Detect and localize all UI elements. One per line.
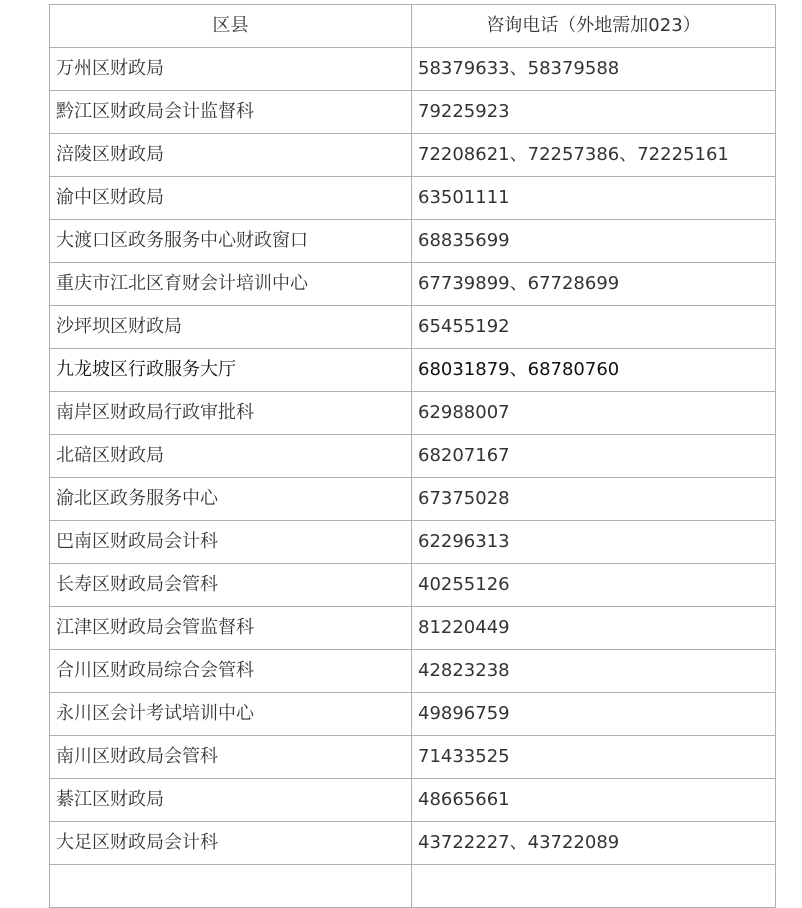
table-row (50, 91, 776, 134)
table-row (50, 478, 776, 521)
table-row (50, 865, 776, 908)
table-row (50, 263, 776, 306)
table-row (50, 607, 776, 650)
phone-number: 67739899、67728699 (412, 263, 776, 306)
phone-number: 79225923 (412, 91, 776, 134)
district-name: 九龙坡区行政服务大厅 (50, 349, 412, 392)
district-name: 重庆市江北区育财会计培训中心 (50, 263, 412, 306)
district-name: 江津区财政局会管监督科 (50, 607, 412, 650)
phone-number: 42823238 (412, 650, 776, 693)
district-name: 万州区财政局 (50, 48, 412, 91)
phone-number: 62988007 (412, 392, 776, 435)
phone-number: 62296313 (412, 521, 776, 564)
table-row (50, 521, 776, 564)
phone-number: 81220449 (412, 607, 776, 650)
table-row (50, 564, 776, 607)
table-row (50, 48, 776, 91)
phone-number: 40255126 (412, 564, 776, 607)
phone-number: 72208621、72257386、72225161 (412, 134, 776, 177)
table-row (50, 220, 776, 263)
table-row (50, 736, 776, 779)
header-phone: 咨询电话（外地需加023） (412, 5, 776, 48)
phone-number: 63501111 (412, 177, 776, 220)
district-name: 巴南区财政局会计科 (50, 521, 412, 564)
phone-number: 43722227、43722089 (412, 822, 776, 865)
phone-number: 49896759 (412, 693, 776, 736)
district-name: 渝中区财政局 (50, 177, 412, 220)
district-name: 大渡口区政务服务中心财政窗口 (50, 220, 412, 263)
table-row (50, 392, 776, 435)
table-row (50, 349, 776, 392)
phone-number: 48665661 (412, 779, 776, 822)
phone-number (412, 865, 776, 908)
contact-table (49, 4, 776, 908)
phone-number: 58379633、58379588 (412, 48, 776, 91)
district-name: 黔江区财政局会计监督科 (50, 91, 412, 134)
phone-number: 67375028 (412, 478, 776, 521)
phone-number: 68207167 (412, 435, 776, 478)
table-header-row (50, 5, 776, 48)
table-row (50, 306, 776, 349)
contact-table-container (49, 4, 776, 908)
district-name: 涪陵区财政局 (50, 134, 412, 177)
table-row (50, 177, 776, 220)
phone-number: 68835699 (412, 220, 776, 263)
district-name: 长寿区财政局会管科 (50, 564, 412, 607)
district-name: 渝北区政务服务中心 (50, 478, 412, 521)
district-name: 綦江区财政局 (50, 779, 412, 822)
district-name (50, 865, 412, 908)
phone-number: 68031879、68780760 (412, 349, 776, 392)
table-row (50, 779, 776, 822)
district-name: 沙坪坝区财政局 (50, 306, 412, 349)
district-name: 北碚区财政局 (50, 435, 412, 478)
district-name: 永川区会计考试培训中心 (50, 693, 412, 736)
district-name: 南岸区财政局行政审批科 (50, 392, 412, 435)
header-district: 区县 (50, 5, 412, 48)
table-row (50, 650, 776, 693)
table-row (50, 435, 776, 478)
district-name: 合川区财政局综合会管科 (50, 650, 412, 693)
phone-number: 65455192 (412, 306, 776, 349)
district-name: 大足区财政局会计科 (50, 822, 412, 865)
phone-number: 71433525 (412, 736, 776, 779)
table-row (50, 134, 776, 177)
district-name: 南川区财政局会管科 (50, 736, 412, 779)
table-row (50, 693, 776, 736)
table-row (50, 822, 776, 865)
